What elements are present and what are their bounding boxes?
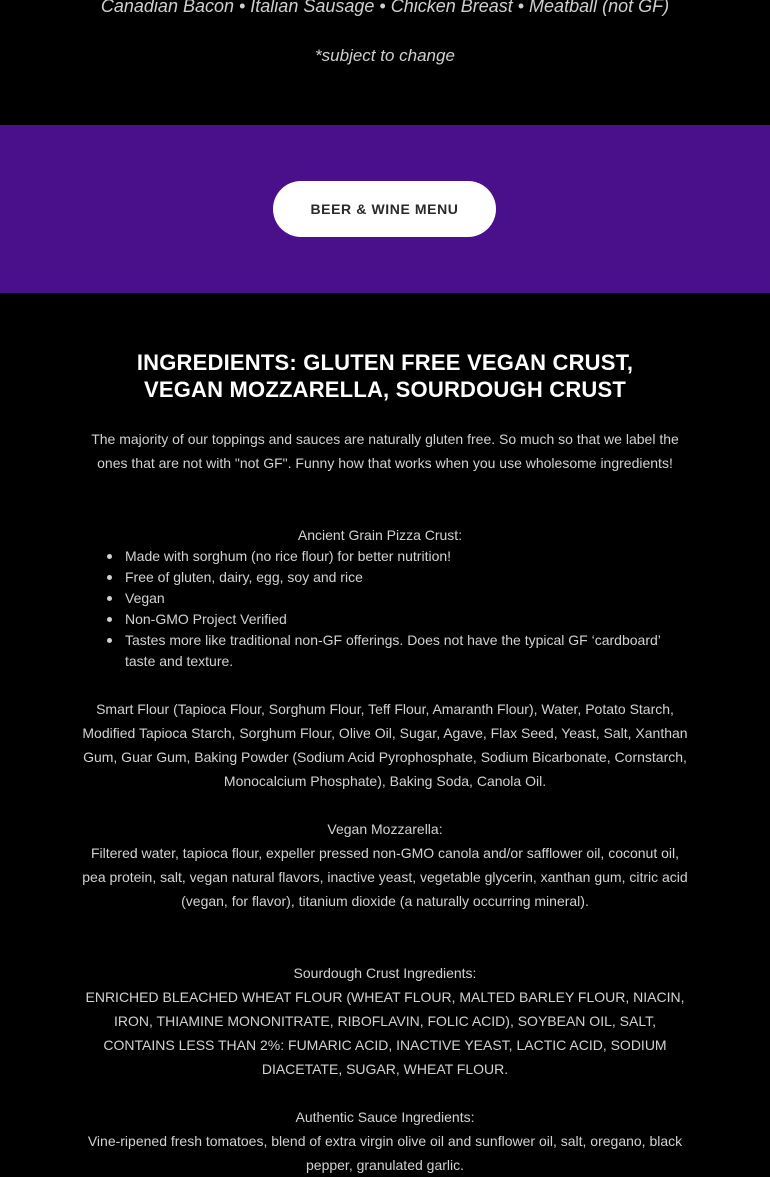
beer-wine-menu-button[interactable]: BEER & WINE MENU [273,181,496,237]
bullet-icon [107,596,112,601]
bullet-icon [107,575,112,580]
menu-footer-section [0,0,770,125]
ingredients-heading: INGREDIENTS: GLUTEN FREE VEGAN CRUST, VEGAN MOZZARELLA, SOURDOUGH CRUST [136,350,634,402]
crust-features-list [125,546,665,672]
list-item: Made with sorghum (no rice flour) for better nutrition! [125,546,665,567]
sourdough-label: Sourdough Crust Ingredients: [293,965,477,981]
bullet-icon [107,554,112,559]
ingredients-section [0,293,770,1176]
subject-to-change-note: *subject to change [315,46,455,65]
list-item: Free of gluten, dairy, egg, soy and rice [125,567,665,588]
list-item: Vegan [125,588,665,609]
mozzarella-label: Vegan Mozzarella: [327,821,443,837]
list-item: Tastes more like traditional non-GF offerings. Does not have the typical GF ‘cardboard’ taste and texture. [125,630,665,672]
crust-ingredients: Smart Flour (Tapioca Flour, Sorghum Flour, Teff Flour, Amaranth Flour), Water, Potato Starch, Modified Tapioca Starch, Sorghum Flour, Olive Oil, Sugar, Agave, Flax Seed, Yeast, Salt, Xanthan Gum, Guar Gum, Baking Powder (Sodium Acid Pyrophosphate, Sodium Bicarbonate, Cornstarch, Monocalcium Phosphate), Baking Soda, Canola Oil. [82,701,688,789]
meat-toppings-list: Canadian Bacon • Italian Sausage • Chicken Breast • Meatball (not GF) [100,0,670,16]
bullet-icon [107,617,112,622]
sauce-label: Authentic Sauce Ingredients: [295,1109,475,1125]
crust-label: Ancient Grain Pizza Crust: [297,527,463,543]
mozzarella-ingredients: Filtered water, tapioca flour, expeller pressed non-GMO canola and/or safflower oil, coconut oil, pea protein, salt, vegan natural flavors, inactive yeast, vegetable glycerin, xanthan gum, citric acid (vegan, for flavor), titanium dioxide (a naturally occurring mineral). [82,845,688,909]
sourdough-ingredients: ENRICHED BLEACHED WHEAT FLOUR (WHEAT FLOUR, MALTED BARLEY FLOUR, NIACIN, IRON, THIAMINE MONONITRATE, RIBOFLAVIN, FOLIC ACID), SOYBEAN OIL, SALT, CONTAINS LESS THAN 2%: FUMARIC ACID, INACTIVE YEAST, LACTIC ACID, SODIUM DIACETATE, SUGAR, WHEAT FLOUR. [85,989,685,1077]
sauce-ingredients: Vine-ripened fresh tomatoes, blend of extra virgin olive oil and sunflower oil, salt, oregano, black pepper, granulated garlic. [87,1133,683,1173]
bullet-icon [107,638,112,643]
ingredients-intro: The majority of our toppings and sauces are naturally gluten free. So much so that we label the ones that are not with "not GF". Funny how that works when you use wholesome ingredients! [91,431,679,471]
beer-wine-band [0,125,770,293]
list-item: Non-GMO Project Verified [125,609,665,630]
